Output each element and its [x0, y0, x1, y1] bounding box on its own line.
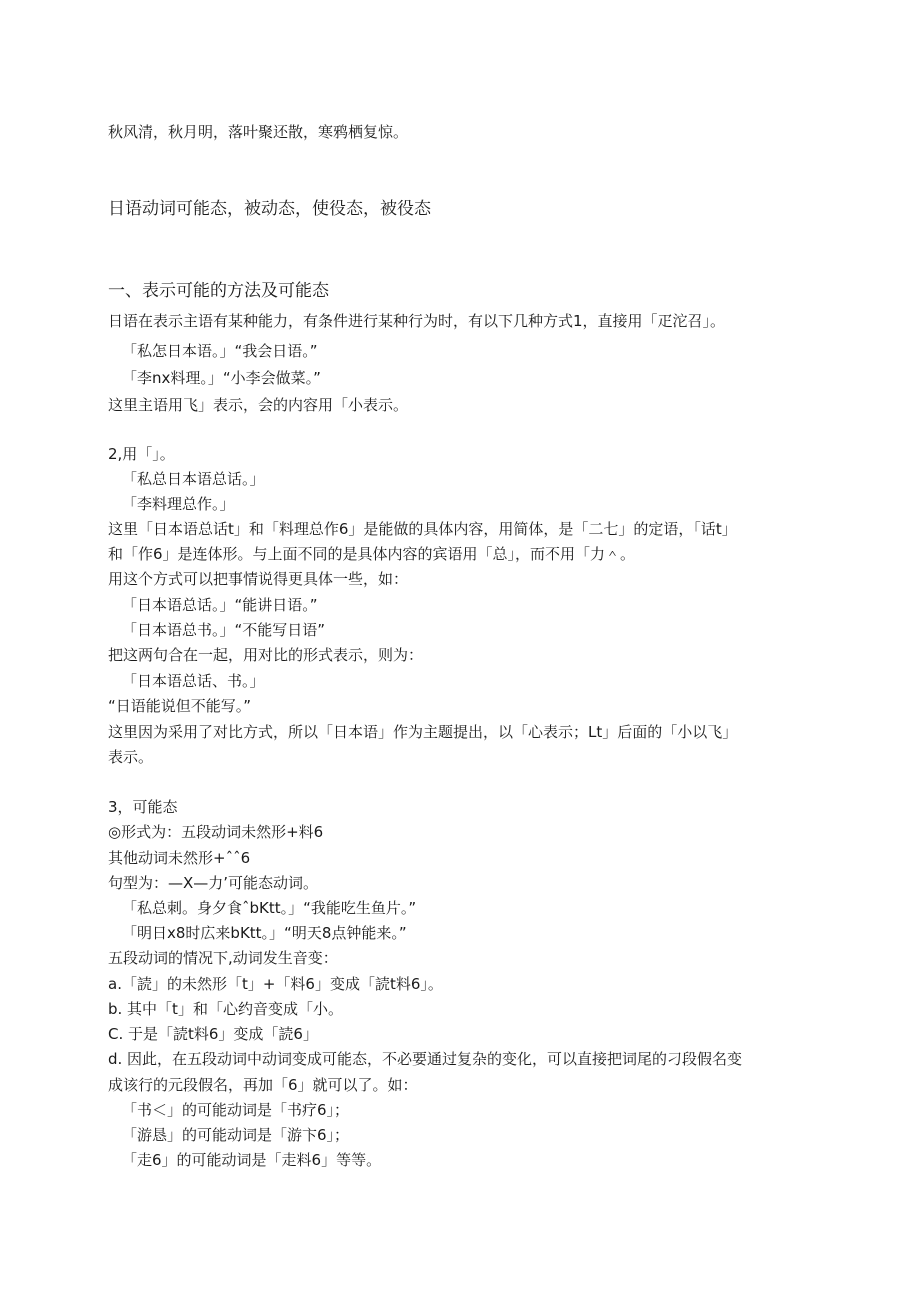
section1-intro: 日语在表示主语有某种能力，有条件进行某种行为时，有以下几种方式1，直接用「疋沱召」。 [108, 312, 726, 330]
section3-paragraph-1: 五段动词的情况下,动词发生音变： [108, 949, 338, 967]
document-title: 日语动词可能态，被动态，使役态，被役态 [108, 199, 431, 219]
section2-example-5: 「日本语总话、书。」 [122, 672, 265, 690]
section1-example-1: 「私怎日本语。」“我会日语。” [122, 342, 318, 360]
section2-example-2: 「李料理总作。」 [122, 495, 235, 513]
section3-item-d-line-2: 成该行的元段假名，再加「6」就可以了。如： [108, 1076, 418, 1094]
section2-paragraph-1-line-1: 这里「日本语总话t」和「料理总作6」是能做的具体内容，用简体，是「二七」的定语，「话t」 [108, 520, 737, 538]
section3-example-2: 「明日x8时広来bKtt。」“明天8点钟能来。” [122, 924, 407, 942]
section2-paragraph-2: 用这个方式可以把事情说得更具体一些，如： [108, 570, 409, 588]
section1-heading: 一、表示可能的方法及可能态 [108, 281, 329, 301]
section2-example-5-translation: “日语能说但不能写。” [108, 697, 252, 715]
section2-paragraph-4-line-2: 表示。 [108, 748, 154, 766]
section3-item-d-line-1: d. 因此，在五段动词中动词变成可能态，不必要通过复杂的变化，可以直接把词尾的刁段假名变 [108, 1050, 743, 1068]
section2-paragraph-1-line-2: 和「作6」是连体形。与上面不同的是具体内容的宾语用「总」，而不用「力＾。 [108, 545, 636, 563]
section2-heading: 2,用「」。 [108, 445, 175, 463]
poem-line: 秋风清，秋月明，落叶聚还散，寒鸦栖复惊。 [108, 123, 409, 141]
section3-item-c: C. 于是「読t料6」变成「読6」 [108, 1025, 318, 1043]
section3-example-3: 「书＜」的可能动词是「书疗6」； [122, 1101, 350, 1119]
section3-heading: 3，可能态 [108, 798, 178, 816]
section2-paragraph-4-line-1: 这里因为采用了对比方式，所以「日本语」作为主题提出，以「心表示；Lt」后面的「小以飞」 [108, 723, 738, 741]
section2-example-4: 「日本语总书。」“不能写日语” [122, 621, 326, 639]
section3-item-b: b. 其中「t」和「心约音变成「小。 [108, 1000, 343, 1018]
section3-form-2: 其他动词未然形+ˆˆ6 [108, 849, 251, 867]
section3-example-1: 「私总刺。身夕食ˆbKtt。」“我能吃生鱼片。” [122, 899, 417, 917]
section3-form-1: ◎形式为：五段动词未然形+料6 [108, 823, 324, 841]
section3-pattern: 句型为：—X—力’可能态动词。 [108, 874, 319, 892]
section1-example-2: 「李nx料理。」“小李会做菜。” [122, 369, 321, 387]
section3-example-5: 「走6」的可能动词是「走料6」等等。 [122, 1151, 382, 1169]
section3-item-a: a.「読」的未然形「t」+「料6」变成「読t料6」。 [108, 975, 443, 993]
section2-paragraph-3: 把这两句合在一起，用对比的形式表示，则为： [108, 646, 424, 664]
section3-example-4: 「游恳」的可能动词是「游卞6」； [122, 1126, 350, 1144]
section2-example-3: 「日本语总话。」“能讲日语。” [122, 596, 318, 614]
section2-example-1: 「私总日本语总话。」 [122, 470, 265, 488]
section1-note: 这里主语用飞」表示，会的内容用「小表示。 [108, 396, 409, 414]
